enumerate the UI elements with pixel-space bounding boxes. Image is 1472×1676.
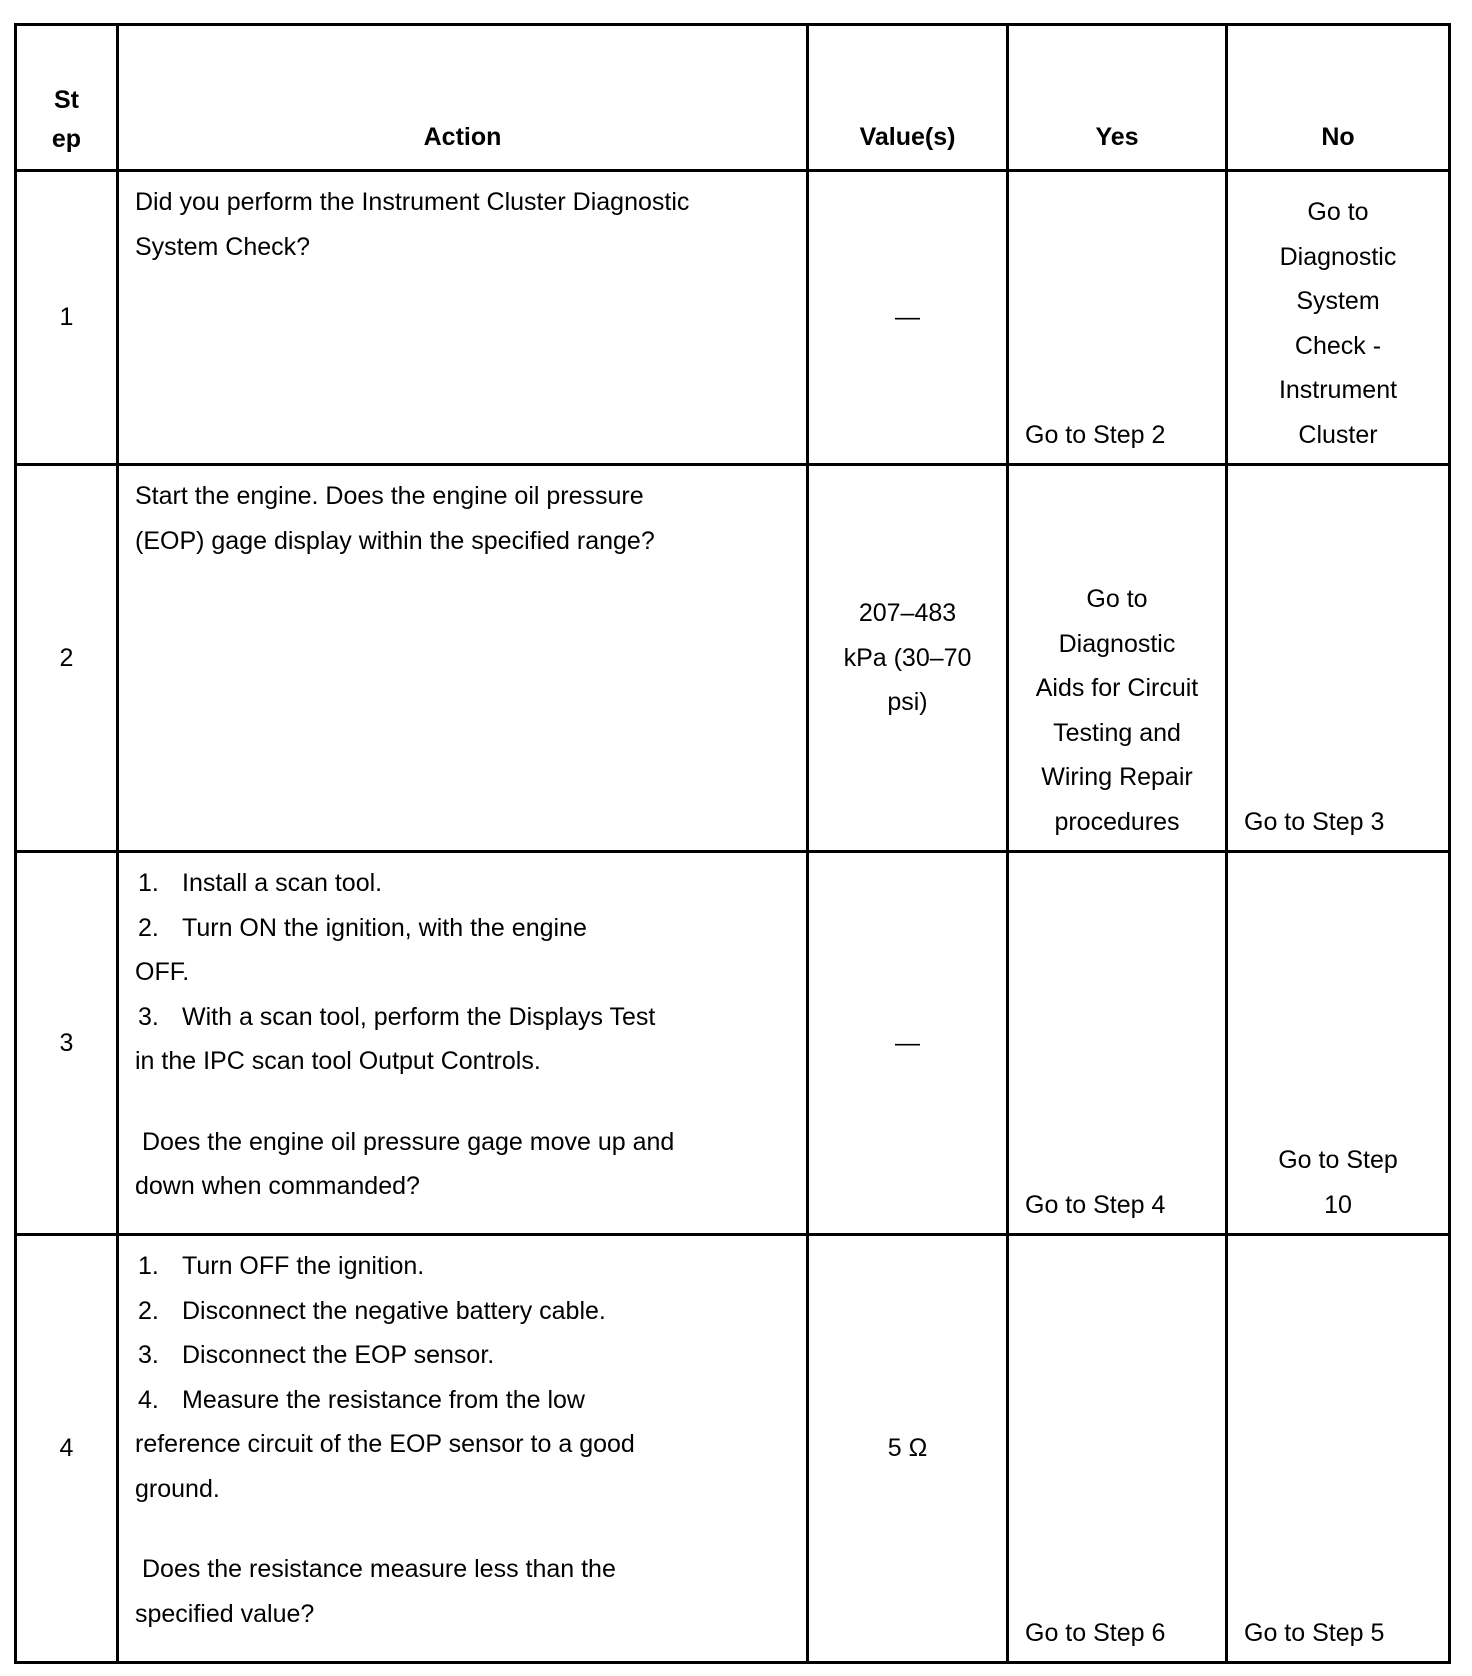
no-cell — [1227, 852, 1450, 1235]
no-text: Check - — [1294, 331, 1382, 360]
value-cell: 5 Ω — [808, 1235, 1008, 1663]
list-item: 3. With a scan tool, perform the Displays Test — [138, 1002, 656, 1031]
question-text: specified value? — [135, 1599, 315, 1628]
header-action: Action — [118, 25, 808, 171]
no-text: Instrument — [1278, 376, 1398, 404]
question-text: Does the engine oil pressure gage move up and — [142, 1127, 675, 1156]
list-item: 1. Turn OFF the ignition. — [138, 1252, 425, 1280]
no-text: Cluster — [1298, 420, 1378, 449]
step-number: 1 — [16, 171, 118, 465]
list-item: 1. Install a scan tool. — [138, 869, 383, 897]
header-no: No — [1227, 25, 1450, 171]
step-number: 3 — [16, 852, 118, 1235]
header-step-line2: ep — [51, 125, 82, 153]
no-text: Go to — [1307, 198, 1369, 226]
value-text: psi) — [887, 688, 928, 717]
header-step — [16, 25, 118, 171]
list-item: 4. Measure the resistance from the low — [138, 1385, 585, 1414]
value-cell: — — [808, 852, 1008, 1235]
action-cell — [118, 852, 808, 1235]
action-cell — [118, 465, 808, 852]
table-header-row — [16, 25, 1450, 171]
yes-cell: Go to Step 2 — [1008, 171, 1227, 465]
action-text: ground. — [135, 1474, 220, 1503]
header-yes: Yes — [1008, 25, 1227, 171]
yes-cell: Go to Step 6 — [1008, 1235, 1227, 1663]
list-item: 3. Disconnect the EOP sensor. — [138, 1341, 495, 1369]
action-cell — [118, 171, 808, 465]
table-row — [16, 1235, 1450, 1663]
question-text: down when commanded? — [135, 1172, 420, 1200]
no-text: Go to Step — [1278, 1146, 1398, 1174]
value-cell — [808, 465, 1008, 852]
action-text: in the IPC scan tool Output Controls. — [135, 1047, 541, 1075]
action-text: reference circuit of the EOP sensor to a good — [135, 1430, 635, 1458]
action-cell — [118, 1235, 808, 1663]
no-cell: Go to Step 5 — [1227, 1235, 1450, 1663]
value-text: kPa (30–70 — [843, 643, 972, 672]
yes-text: Go to — [1086, 585, 1148, 613]
yes-text: procedures — [1054, 807, 1180, 836]
no-cell — [1227, 171, 1450, 465]
no-text: 10 — [1324, 1190, 1352, 1219]
no-text: Diagnostic — [1279, 242, 1397, 271]
table-row — [16, 852, 1450, 1235]
yes-text: Wiring Repair — [1041, 763, 1193, 791]
header-step-line1: St — [54, 86, 79, 114]
value-text: 207–483 — [858, 599, 957, 628]
table-row — [16, 171, 1450, 465]
diagnostic-table — [14, 23, 1451, 1664]
step-number: 4 — [16, 1235, 118, 1663]
yes-text: Testing and — [1053, 718, 1181, 747]
action-text: OFF. — [135, 958, 190, 986]
question-text: Does the resistance measure less than the — [142, 1555, 616, 1583]
list-item: 2. Disconnect the negative battery cable. — [138, 1296, 606, 1325]
action-text: System Check? — [135, 232, 311, 261]
action-text: Start the engine. Does the engine oil pressure — [135, 482, 644, 510]
yes-text: Aids for Circuit — [1035, 674, 1199, 702]
yes-cell — [1008, 465, 1227, 852]
yes-text: Diagnostic — [1058, 629, 1176, 658]
yes-cell: Go to Step 4 — [1008, 852, 1227, 1235]
no-text: System — [1296, 287, 1380, 315]
table-row — [16, 465, 1450, 852]
list-item: 2. Turn ON the ignition, with the engine — [138, 913, 587, 942]
header-values: Value(s) — [808, 25, 1008, 171]
value-cell: — — [808, 171, 1008, 465]
step-number: 2 — [16, 465, 118, 852]
action-text: (EOP) gage display within the specified range? — [135, 526, 655, 555]
action-text: Did you perform the Instrument Cluster Diagnostic — [135, 188, 690, 216]
no-cell: Go to Step 3 — [1227, 465, 1450, 852]
